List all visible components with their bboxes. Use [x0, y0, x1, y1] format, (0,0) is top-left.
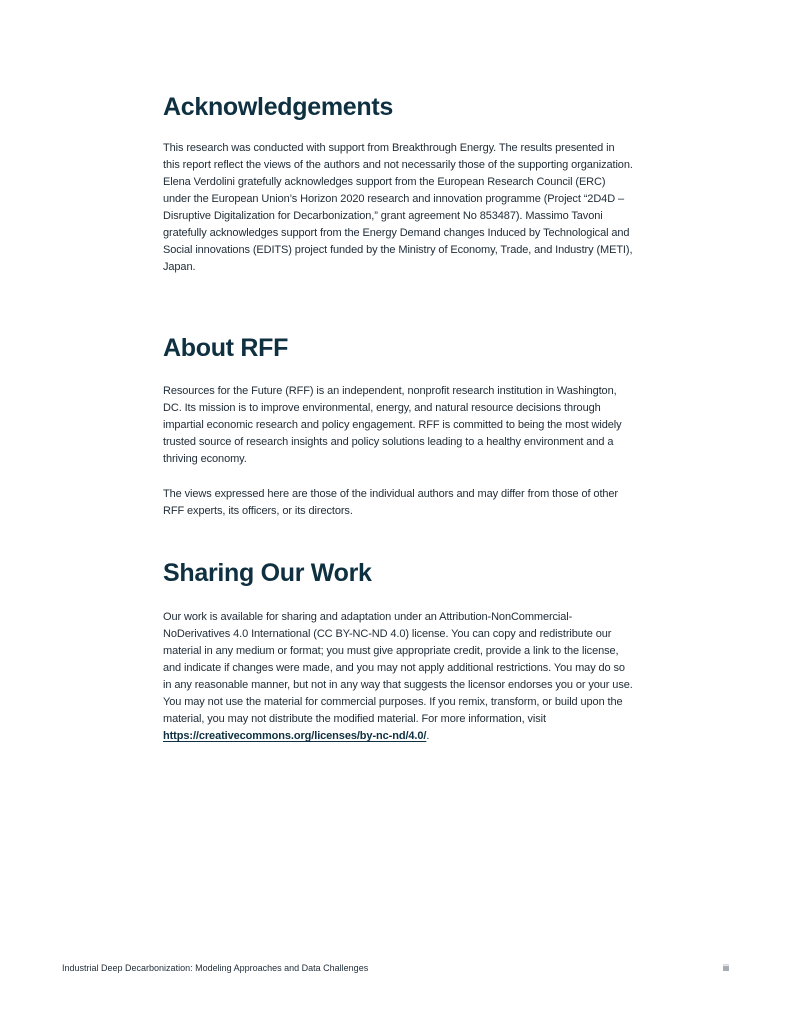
about-rff-heading: About RFF — [163, 334, 289, 362]
page-footer — [62, 962, 729, 976]
about-rff-body: Resources for the Future (RFF) is an independent, nonprofit research institution in Washington, DC. Its mission is to improve environmental, energy, and natural resource decisions through impartial economic research and policy engagement. RFF is committed to being the most widely trusted source of research insights and policy solutions leading to a healthy environment and a thriving economy. — [163, 385, 622, 465]
footer-title: Industrial Deep Decarbonization: Modeling Approaches and Data Challenges — [62, 963, 369, 973]
acknowledgements-section — [163, 93, 633, 276]
acknowledgements-body: This research was conducted with support from Breakthrough Energy. The results presented in this report reflect the views of the authors and not necessarily those of the supporting organization. Elena Verdolini gratefully acknowledges support from the European Research Council (ERC) under the European Union’s Horizon 2020 research and innovation programme (Project “2D4D – Disruptive Digitalization for Decarbonization,” grant agreement No 853487). Massimo Tavoni gratefully acknowledges support from the Energy Demand changes Induced by Technological and Social innovations (EDITS) project funded by the Ministry of Economy, Trade, and Industry (METI), Japan. — [163, 142, 633, 273]
acknowledgements-heading: Acknowledgements — [163, 93, 393, 121]
license-link[interactable]: https://creativecommons.org/licenses/by-nc-nd/4.0/ — [163, 730, 427, 742]
about-rff-disclaimer: The views expressed here are those of the individual authors and may differ from those of other RFF experts, its officers, or its directors. — [163, 488, 618, 517]
sharing-paragraph — [163, 609, 633, 745]
about-rff-section — [163, 334, 633, 520]
sharing-body: Our work is available for sharing and adaptation under an Attribution-NonCommercial-NoDerivatives 4.0 International (CC BY-NC-ND 4.0) license. You can copy and redistribute our material in any medium or format; you must give appropriate credit, provide a link to the license, and indicate if changes were made, and you may not apply additional restrictions. You may do so in any reasonable manner, but not in any way that suggests the licensor endorses you or your use. You may not use the material for commercial purposes. If you remix, transform, or build upon the material, you may not distribute the modified material. For more information, visit — [163, 611, 633, 725]
sharing-heading: Sharing Our Work — [163, 559, 372, 587]
sharing-section — [163, 559, 633, 745]
sharing-trailing: . — [426, 730, 430, 742]
page-number: iii — [723, 963, 729, 973]
